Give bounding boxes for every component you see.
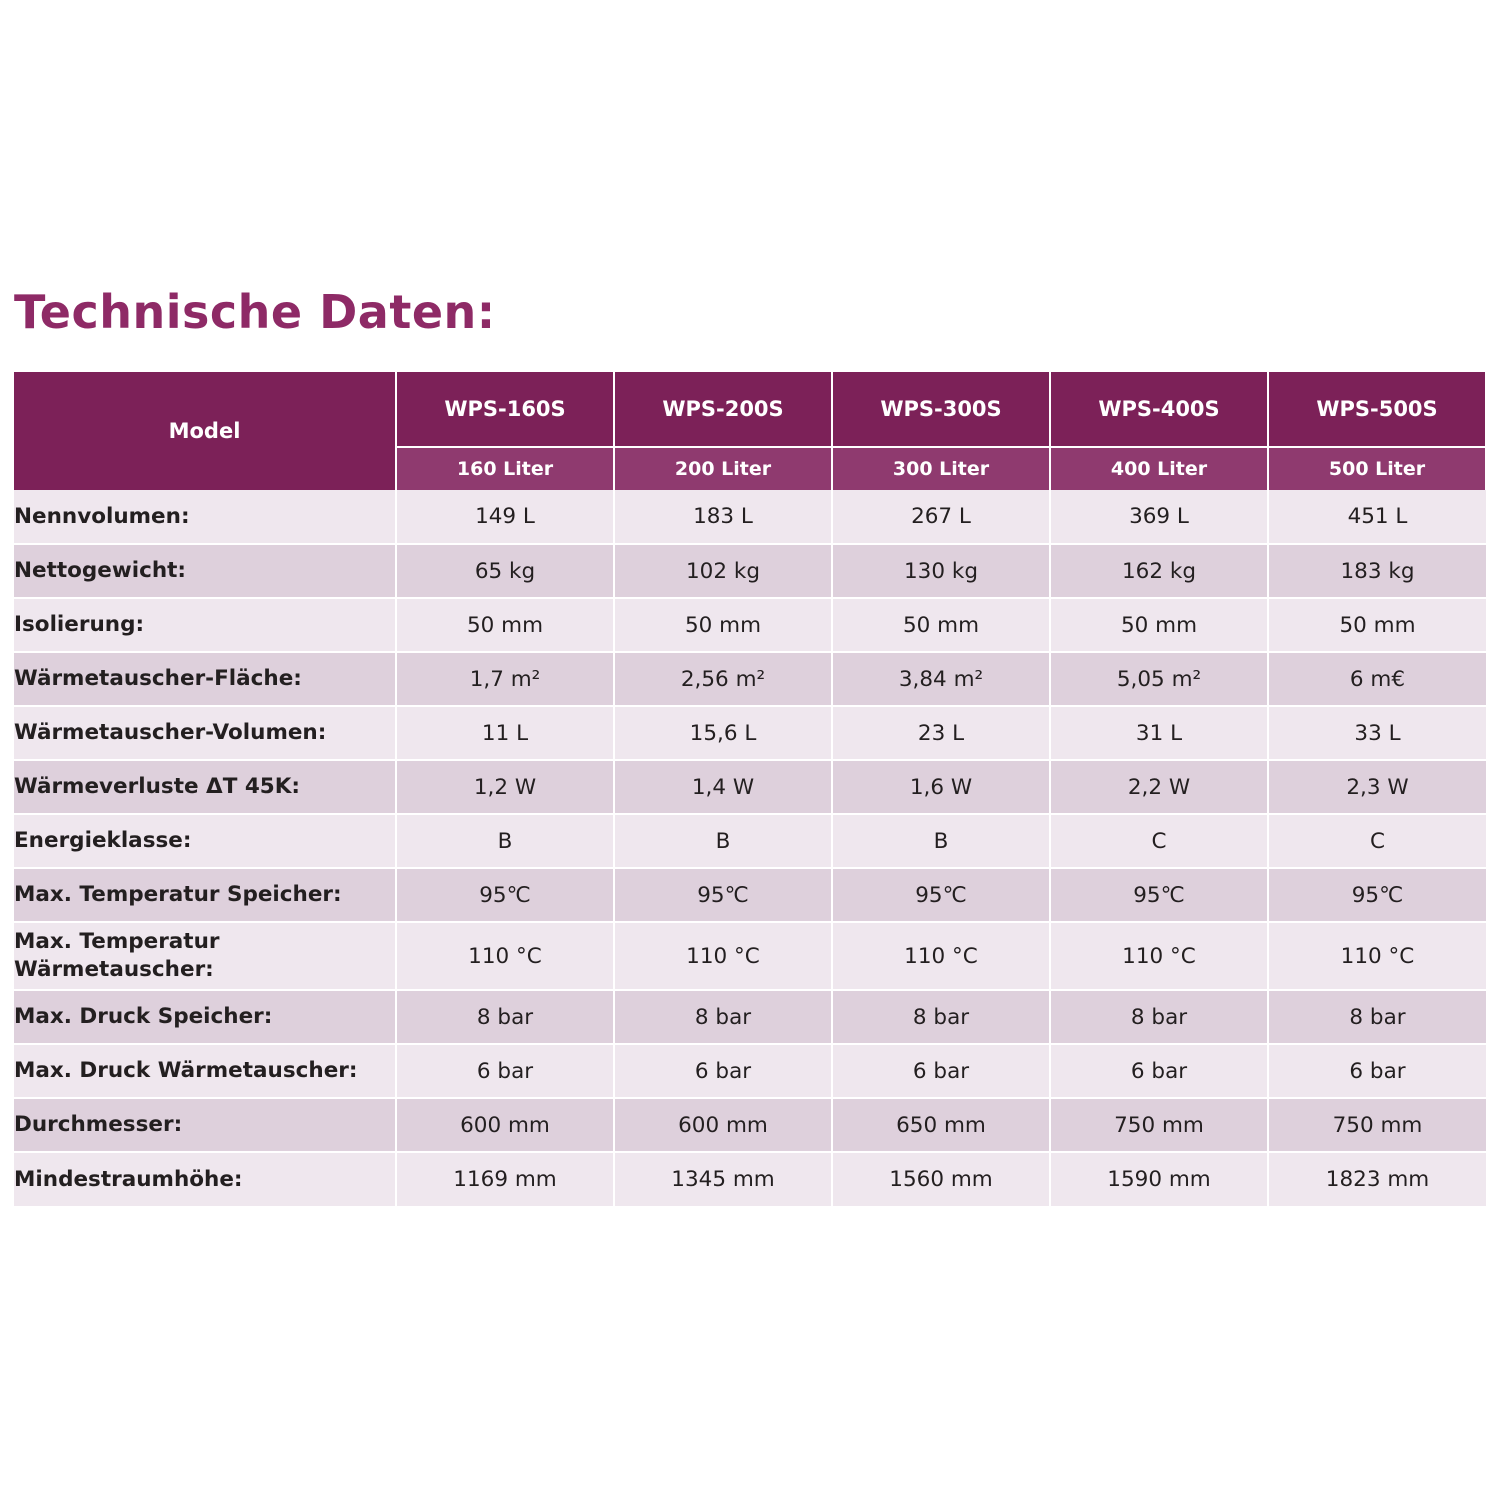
row-value: 50 mm (614, 598, 832, 652)
row-value: 110 °C (1050, 922, 1268, 990)
row-value: 369 L (1050, 490, 1268, 544)
row-value: 65 kg (396, 544, 614, 598)
header-capacity-3: 400 Liter (1050, 447, 1268, 490)
row-value: 95℃ (832, 868, 1050, 922)
row-value: 162 kg (1050, 544, 1268, 598)
row-value: 183 kg (1268, 544, 1486, 598)
row-value: C (1268, 814, 1486, 868)
row-value: 1169 mm (396, 1152, 614, 1206)
header-capacity-1: 200 Liter (614, 447, 832, 490)
table-row (14, 706, 1486, 760)
table-row (14, 652, 1486, 706)
row-label: Wärmeverluste ΔT 45K: (14, 760, 396, 814)
row-value: 1,6 W (832, 760, 1050, 814)
row-value: 149 L (396, 490, 614, 544)
row-value: 33 L (1268, 706, 1486, 760)
row-value: 6 bar (1268, 1044, 1486, 1098)
row-value: 750 mm (1268, 1098, 1486, 1152)
table-row (14, 1098, 1486, 1152)
row-label: Max. Druck Speicher: (14, 990, 396, 1044)
row-label: Energieklasse: (14, 814, 396, 868)
row-value: 130 kg (832, 544, 1050, 598)
table-row (14, 814, 1486, 868)
row-label: Max. Druck Wärmetauscher: (14, 1044, 396, 1098)
table-row (14, 544, 1486, 598)
row-value: B (832, 814, 1050, 868)
table-row (14, 1044, 1486, 1098)
row-label: Durchmesser: (14, 1098, 396, 1152)
header-capacity-2: 300 Liter (832, 447, 1050, 490)
row-value: 600 mm (396, 1098, 614, 1152)
row-value: 110 °C (1268, 922, 1486, 990)
table-row (14, 1152, 1486, 1206)
row-label: Wärmetauscher-Fläche: (14, 652, 396, 706)
technical-data-table (14, 372, 1487, 1206)
row-value: 8 bar (614, 990, 832, 1044)
header-capacity-0: 160 Liter (396, 447, 614, 490)
row-value: 8 bar (396, 990, 614, 1044)
row-value: 600 mm (614, 1098, 832, 1152)
row-value: 183 L (614, 490, 832, 544)
row-value: C (1050, 814, 1268, 868)
row-value: 6 bar (614, 1044, 832, 1098)
row-value: 6 bar (832, 1044, 1050, 1098)
row-value: 50 mm (832, 598, 1050, 652)
row-value: 8 bar (1268, 990, 1486, 1044)
row-value: 650 mm (832, 1098, 1050, 1152)
header-model-3: WPS-400S (1050, 372, 1268, 447)
row-value: 1345 mm (614, 1152, 832, 1206)
row-value: 267 L (832, 490, 1050, 544)
table-header (14, 372, 1486, 490)
header-row-models (14, 372, 1486, 447)
row-value: 6 m€ (1268, 652, 1486, 706)
row-label: Wärmetauscher-Volumen: (14, 706, 396, 760)
row-value: 8 bar (832, 990, 1050, 1044)
row-value: 11 L (396, 706, 614, 760)
row-value: 31 L (1050, 706, 1268, 760)
row-value: 6 bar (396, 1044, 614, 1098)
header-model-1: WPS-200S (614, 372, 832, 447)
row-value: B (396, 814, 614, 868)
table-row (14, 868, 1486, 922)
header-capacity-4: 500 Liter (1268, 447, 1486, 490)
table-body (14, 490, 1486, 1206)
table-row (14, 990, 1486, 1044)
row-label: Nennvolumen: (14, 490, 396, 544)
row-value: 110 °C (614, 922, 832, 990)
row-value: 95℃ (1050, 868, 1268, 922)
row-value: 50 mm (1050, 598, 1268, 652)
row-value: 1590 mm (1050, 1152, 1268, 1206)
table-row (14, 598, 1486, 652)
row-value: 50 mm (1268, 598, 1486, 652)
row-value: 3,84 m² (832, 652, 1050, 706)
header-label-model: Model (14, 372, 396, 490)
row-value: 50 mm (396, 598, 614, 652)
row-label: Mindestraumhöhe: (14, 1152, 396, 1206)
row-value: 102 kg (614, 544, 832, 598)
row-value: 2,56 m² (614, 652, 832, 706)
row-value: 95℃ (614, 868, 832, 922)
row-label: Max. Temperatur Speicher: (14, 868, 396, 922)
row-value: 23 L (832, 706, 1050, 760)
row-value: 1,7 m² (396, 652, 614, 706)
row-value: 1,4 W (614, 760, 832, 814)
row-value: 2,2 W (1050, 760, 1268, 814)
row-value: 1823 mm (1268, 1152, 1486, 1206)
row-value: 110 °C (396, 922, 614, 990)
row-label: Isolierung: (14, 598, 396, 652)
row-value: 15,6 L (614, 706, 832, 760)
specs-table-container (14, 372, 1486, 1206)
row-value: 95℃ (396, 868, 614, 922)
row-value: 451 L (1268, 490, 1486, 544)
header-model-2: WPS-300S (832, 372, 1050, 447)
row-value: 8 bar (1050, 990, 1268, 1044)
row-value: 110 °C (832, 922, 1050, 990)
header-model-0: WPS-160S (396, 372, 614, 447)
row-value: 2,3 W (1268, 760, 1486, 814)
row-value: 1,2 W (396, 760, 614, 814)
row-value: 6 bar (1050, 1044, 1268, 1098)
table-row (14, 760, 1486, 814)
page-title: Technische Daten: (14, 285, 496, 339)
row-value: 750 mm (1050, 1098, 1268, 1152)
table-row (14, 922, 1486, 990)
row-label: Nettogewicht: (14, 544, 396, 598)
row-value: 5,05 m² (1050, 652, 1268, 706)
row-value: 95℃ (1268, 868, 1486, 922)
row-label: Max. Temperatur Wärmetauscher: (14, 922, 396, 990)
row-value: 1560 mm (832, 1152, 1050, 1206)
table-row (14, 490, 1486, 544)
row-value: B (614, 814, 832, 868)
header-model-4: WPS-500S (1268, 372, 1486, 447)
